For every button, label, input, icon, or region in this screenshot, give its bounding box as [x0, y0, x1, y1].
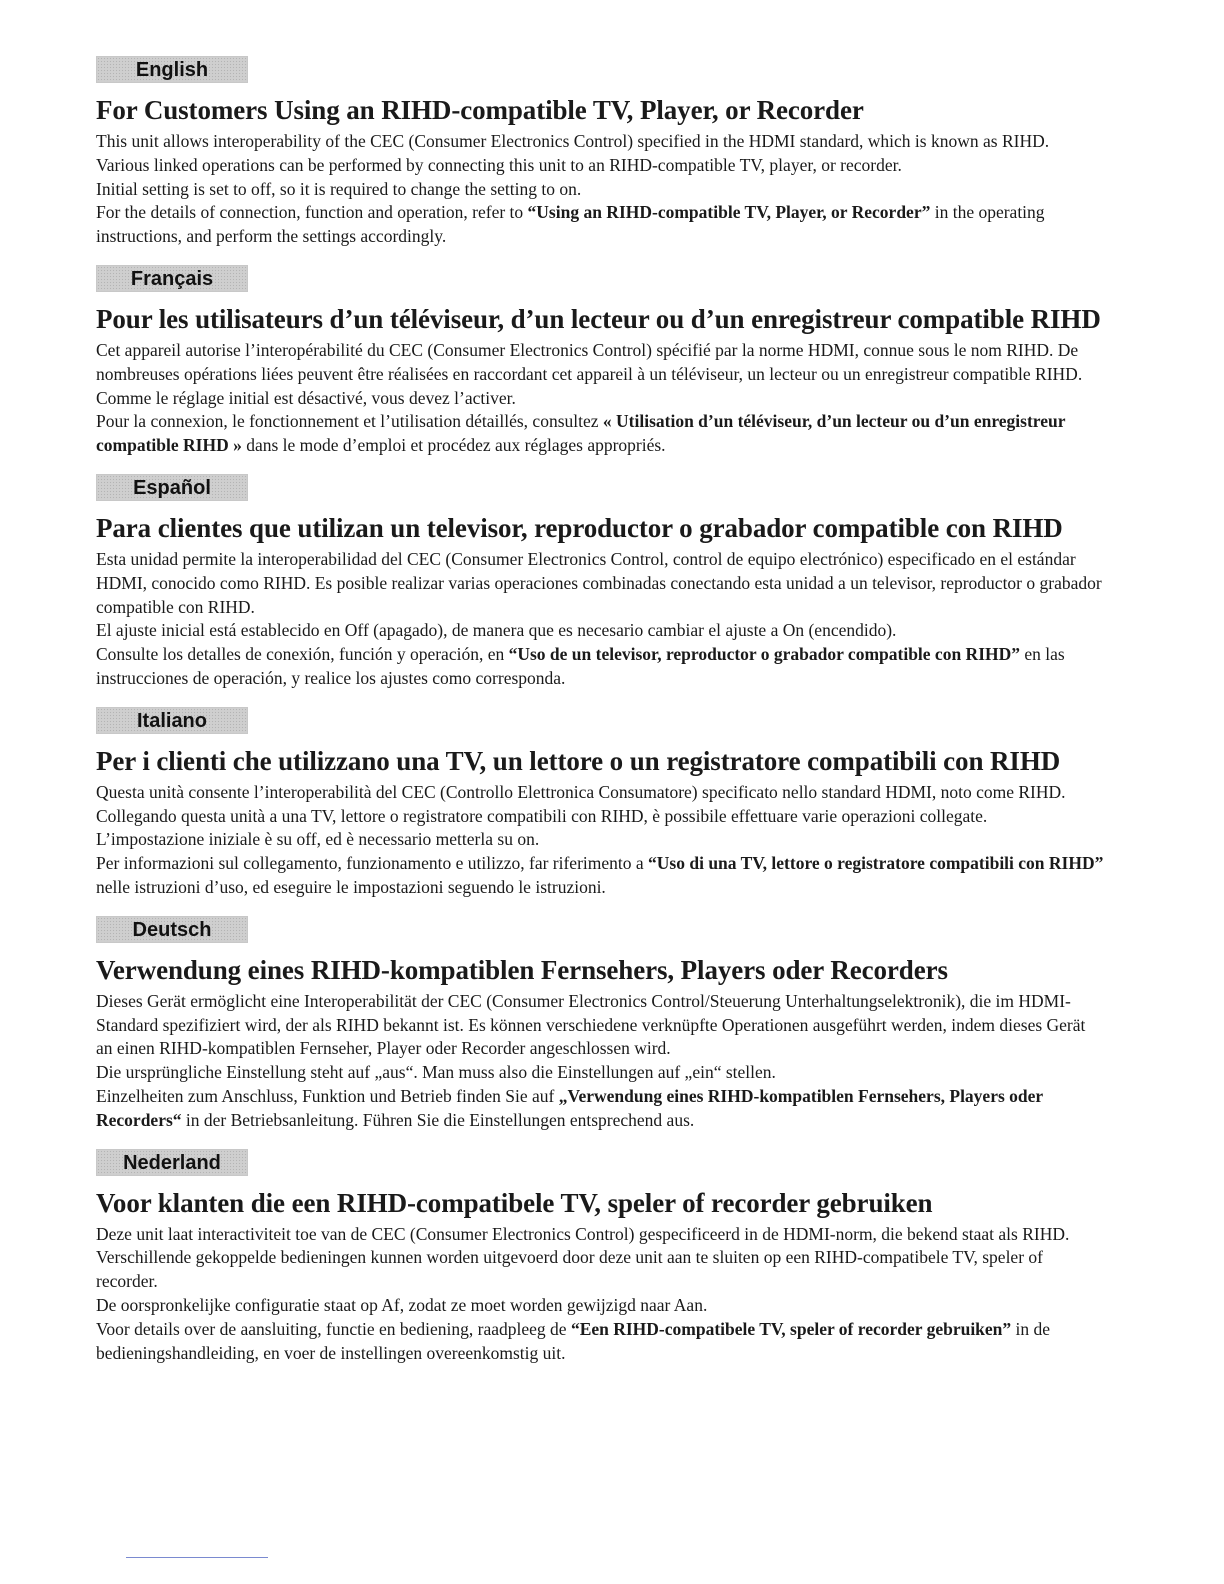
- paragraph: Questa unità consente l’interoperabilità del CEC (Controllo Elettronica Consumatore) specificato nello standard HDMI, noto come RIHD. Collegando questa unità a una TV, lettore o registratore compatibili con RIHD, è possibile effettuare varie operazioni collegate.: [96, 781, 1066, 826]
- section-heading: Para clientes que utilizan un televisor, reproductor o grabador compatible con RIHD: [96, 512, 1063, 543]
- text-run: Pour la connexion, le fonctionnement et l’utilisation détaillés, consultez: [96, 411, 603, 432]
- section-espanol: [96, 474, 1106, 691]
- reference-title: “Using an RIHD-compatible TV, Player, or Recorder”: [527, 202, 931, 223]
- paragraph: De oorspronkelijke configuratie staat op Af, zodat ze moet worden gewijzigd naar Aan.: [96, 1294, 708, 1315]
- section-body: [96, 781, 1106, 900]
- paragraph: [96, 1085, 1106, 1133]
- paragraph: Cet appareil autorise l’interopérabilité du CEC (Consumer Electronics Control) spécifié par la norme HDMI, connue sous le nom RIHD. De nombreuses opérations liées peuvent être réalisées en raccordant cet appareil à un téléviseur, un lecteur ou un enregistreur compatible RIHD.: [96, 339, 1083, 384]
- paragraph: [96, 410, 1106, 458]
- paragraph: [96, 1318, 1106, 1366]
- section-heading: Voor klanten die een RIHD-compatibele TV, speler of recorder gebruiken: [96, 1187, 933, 1218]
- section-body: [96, 1223, 1106, 1366]
- section-nederland: [96, 1149, 1106, 1366]
- paragraph: Deze unit laat interactiviteit toe van de CEC (Consumer Electronics Control) gespecificeerd in de HDMI-norm, die bekend staat als RIHD. Verschillende gekoppelde bedieningen kunnen worden uitgevoerd door deze unit aan te sluiten op een RIHD-compatibele TV, speler of recorder.: [96, 1223, 1070, 1292]
- text-run: Per informazioni sul collegamento, funzionamento e utilizzo, far riferimento a: [96, 853, 649, 874]
- section-body: [96, 548, 1106, 691]
- text-run: Consulte los detalles de conexión, función y operación, en: [96, 644, 509, 665]
- paragraph: El ajuste inicial está establecido en Off (apagado), de manera que es necesario cambiar el ajuste a On (encendido).: [96, 620, 897, 641]
- text-run: nelle istruzioni d’uso, ed eseguire le impostazioni seguendo le istruzioni.: [96, 876, 606, 897]
- text-run: Einzelheiten zum Anschluss, Funktion und Betrieb finden Sie auf: [96, 1085, 559, 1106]
- paragraph: Die ursprüngliche Einstellung steht auf „aus“. Man muss also die Einstellungen auf „ein“ stellen.: [96, 1062, 776, 1083]
- section-heading: Per i clienti che utilizzano una TV, un lettore o un registratore compatibili con RIHD: [96, 745, 1061, 776]
- section-italiano: [96, 707, 1106, 900]
- paragraph: [96, 201, 1106, 249]
- reference-title: « Utilisation d’un téléviseur, d’un lecteur ou d’un enregistreur compatible RIHD »: [96, 411, 1066, 456]
- language-label: Deutsch: [96, 916, 248, 943]
- document-page: [96, 56, 1106, 1365]
- section-heading: For Customers Using an RIHD-compatible TV, Player, or Recorder: [96, 95, 864, 125]
- section-francais: [96, 265, 1106, 458]
- section-body: [96, 990, 1106, 1133]
- reference-title: „Verwendung eines RIHD-kompatiblen Fernsehers, Players oder Recorders“: [96, 1085, 1043, 1130]
- paragraph: Comme le réglage initial est désactivé, vous devez l’activer.: [96, 387, 516, 408]
- footer-rule: [126, 1557, 268, 1558]
- language-label: Nederland: [96, 1149, 248, 1176]
- paragraph: [96, 643, 1106, 691]
- reference-title: “Een RIHD-compatibele TV, speler of recorder gebruiken”: [570, 1318, 1012, 1339]
- text-run: dans le mode d’emploi et procédez aux réglages appropriés.: [241, 435, 666, 456]
- text-run: in the operating instructions, and perform the settings accordingly.: [96, 202, 1045, 247]
- section-deutsch: [96, 916, 1106, 1133]
- text-run: Voor details over de aansluiting, functie en bediening, raadpleeg de: [96, 1318, 571, 1339]
- section-body: [96, 130, 1106, 249]
- language-label: Français: [96, 265, 248, 292]
- text-run: For the details of connection, function and operation, refer to: [96, 202, 528, 223]
- section-english: [96, 56, 1106, 249]
- paragraph: L’impostazione iniziale è su off, ed è necessario metterla su on.: [96, 829, 540, 850]
- text-run: in de bedieningshandleiding, en voer de instellingen overeenkomstig uit.: [96, 1318, 1051, 1363]
- text-run: en las instrucciones de operación, y realice los ajustes como corresponda.: [96, 644, 1065, 688]
- reference-title: “Uso di una TV, lettore o registratore compatibili con RIHD”: [648, 853, 1104, 874]
- paragraph: Esta unidad permite la interoperabilidad del CEC (Consumer Electronics Control, control de equipo electrónico) especificado en el estándar HDMI, conocido como RIHD. Es posible realizar varias operaciones combinadas conectando esta unidad a un televisor, reproductor o grabador compatible con RIHD.: [96, 548, 1102, 617]
- language-label: Italiano: [96, 707, 248, 734]
- paragraph: This unit allows interoperability of the CEC (Consumer Electronics Control) specified in the HDMI standard, which is known as RIHD. Various linked operations can be performed by connecting this unit to an RIHD-compatible TV, player, or recorder.: [96, 131, 1050, 175]
- section-body: [96, 339, 1106, 458]
- section-heading: Pour les utilisateurs d’un téléviseur, d’un lecteur ou d’un enregistreur compatible RIHD: [96, 303, 1101, 334]
- paragraph: Dieses Gerät ermöglicht eine Interoperabilität der CEC (Consumer Electronics Control/Steuerung Unterhaltungselektronik), die im HDMI-Standard spezifiziert wird, der als RIHD bekannt ist. Es können verschiedene verknüpfte Operationen ausgeführt werden, indem dieses Gerät an einen RIHD-kompatiblen Fernseher, Player oder Recorder angeschlossen wird.: [96, 990, 1086, 1059]
- paragraph: Initial setting is set to off, so it is required to change the setting to on.: [96, 178, 582, 199]
- paragraph: [96, 852, 1106, 900]
- text-run: in der Betriebsanleitung. Führen Sie die Einstellungen entsprechend aus.: [181, 1109, 695, 1130]
- section-heading: Verwendung eines RIHD-kompatiblen Fernsehers, Players oder Recorders: [96, 954, 948, 985]
- language-label: English: [96, 56, 248, 83]
- reference-title: “Uso de un televisor, reproductor o grabador compatible con RIHD”: [508, 644, 1021, 665]
- language-label: Español: [96, 474, 248, 501]
